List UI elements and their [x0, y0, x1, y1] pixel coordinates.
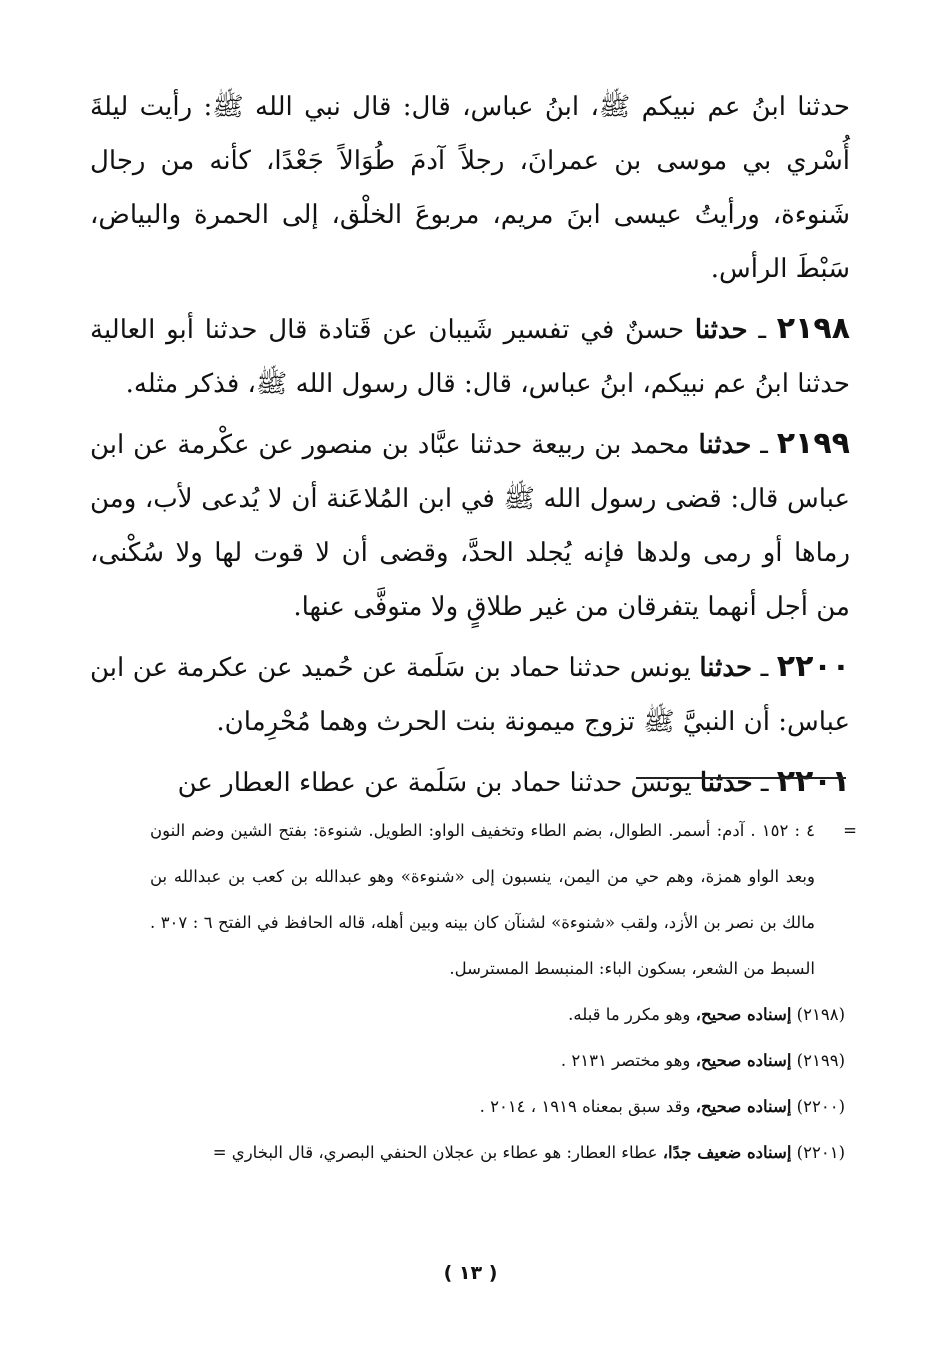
continuation-mark: = [843, 821, 857, 840]
dash: ـ [760, 430, 768, 460]
footnote-grade: إسناده صحيح، [695, 1005, 792, 1024]
hadith-2198 [90, 302, 850, 411]
footnote-text: وهو مختصر ٢١٣١ . [560, 1051, 691, 1070]
main-text [90, 80, 850, 816]
footnote-grade: إسناده صحيح، [695, 1097, 792, 1116]
hadith-text: محمد بن ربيعة حدثنا عبَّاد بن منصور عن عكْرمة عن ابن عباس قال: قضى رسول الله ﷺ في ابن المُلاعَنة أن لا يُدعى لأب، ومن رماها أو رمى ولدها فإنه يُجلد الحدَّ، وقضى أن لا قوت لها ولا سُكْنى، من أجل أنهما يتفرقان من غير طلاقٍ ولا متوفَّى عنها. [90, 430, 850, 622]
footnote-text: وهو مكرر ما قبله. [568, 1005, 691, 1024]
hadith-keyword: حدثنا [694, 315, 748, 345]
footnote-separator [636, 777, 846, 779]
hadith-number: ٢٢٠٠ [776, 649, 851, 684]
hadith-number: ٢١٩٩ [776, 426, 850, 461]
hadith-2201 [90, 755, 850, 810]
hadith-2200 [90, 640, 850, 749]
hadith-continuation: حدثنا ابنُ عم نبيكم ﷺ، ابنُ عباس، قال: قال نبي الله ﷺ: رأيت ليلةَ أُسْري بي موسى بن عمرانَ، رجلاً آدمَ طُوَالاً جَعْدًا، كأنه من رجال شَنوءة، ورأيتُ عيسى ابنَ مريم، مربوعَ الخلْق، إلى الحمرة والبياض، سَبْطَ الرأس. [90, 92, 850, 284]
footnote-2198 [150, 992, 845, 1038]
hadith-keyword: حدثنا [699, 653, 753, 683]
footnote-text: عطاء العطار: هو عطاء بن عجلان الحنفي البصري، قال البخاري = [212, 1143, 658, 1162]
hadith-text: يونس حدثنا حماد بن سَلَمة عن حُميد عن عكرمة عن ابن عباس: أن النبيَّ ﷺ تزوج ميمونة بنت الحرث وهما مُحْرِمان. [90, 653, 850, 737]
dash: ـ [758, 315, 767, 345]
footnote-ref: (٢١٩٩) [796, 1051, 845, 1070]
hadith-keyword: حدثنا [698, 430, 752, 460]
footnote-grade: إسناده ضعيف جدًا، [662, 1143, 792, 1162]
footnote-2200 [150, 1084, 845, 1130]
hadith-2199 [90, 417, 850, 634]
hadith-keyword: حدثنا [699, 768, 753, 798]
hadith-text: يونس حدثنا حماد بن سَلَمة عن عطاء العطار عن [177, 768, 692, 798]
dash: ـ [760, 653, 769, 683]
footnote-ref: (٢١٩٨) [796, 1005, 845, 1024]
footnote-2201 [150, 1130, 845, 1176]
footnote-2199 [150, 1038, 845, 1084]
page-number: ( ١٣ ) [443, 1262, 498, 1284]
footnote-ref: (٢٢٠١) [796, 1143, 845, 1162]
hadith-number: ٢١٩٨ [776, 311, 851, 346]
footnotes [150, 808, 857, 1176]
footnote-continuation: ٤ : ١٥٢ . آدم: أسمر. الطوال، بضم الطاء وتخفيف الواو: الطويل. شنوءة: بفتح الشين وضم النون وبعد الواو همزة، وهم حي من اليمن، ينسبون إلى «شنوءة» وهو عبدالله بن كعب بن عبدالله بن مالك بن نصر بن الأزد، ولقب «شنوءة» لشنآن كان بينه وبين أهله، قاله الحافظ في الفتح ٦ : ٣٠٧ . السبط من الشعر، بسكون الباء: المنبسط المسترسل. [150, 821, 815, 978]
hadith-text: حسنٌ في تفسير شَيبان عن قَتادة قال حدثنا أبو العالية حدثنا ابنُ عم نبيكم، ابنُ عباس، قال: قال رسول الله ﷺ، فذكر مثله. [90, 315, 850, 399]
dash: ـ [760, 768, 769, 798]
footnote-text: وقد سبق بمعناه ١٩١٩ ، ٢٠١٤ . [479, 1097, 691, 1116]
footnote-ref: (٢٢٠٠) [796, 1097, 845, 1116]
hadith-number: ٢٢٠١ [776, 764, 850, 799]
footnote-grade: إسناده صحيح، [695, 1051, 792, 1070]
